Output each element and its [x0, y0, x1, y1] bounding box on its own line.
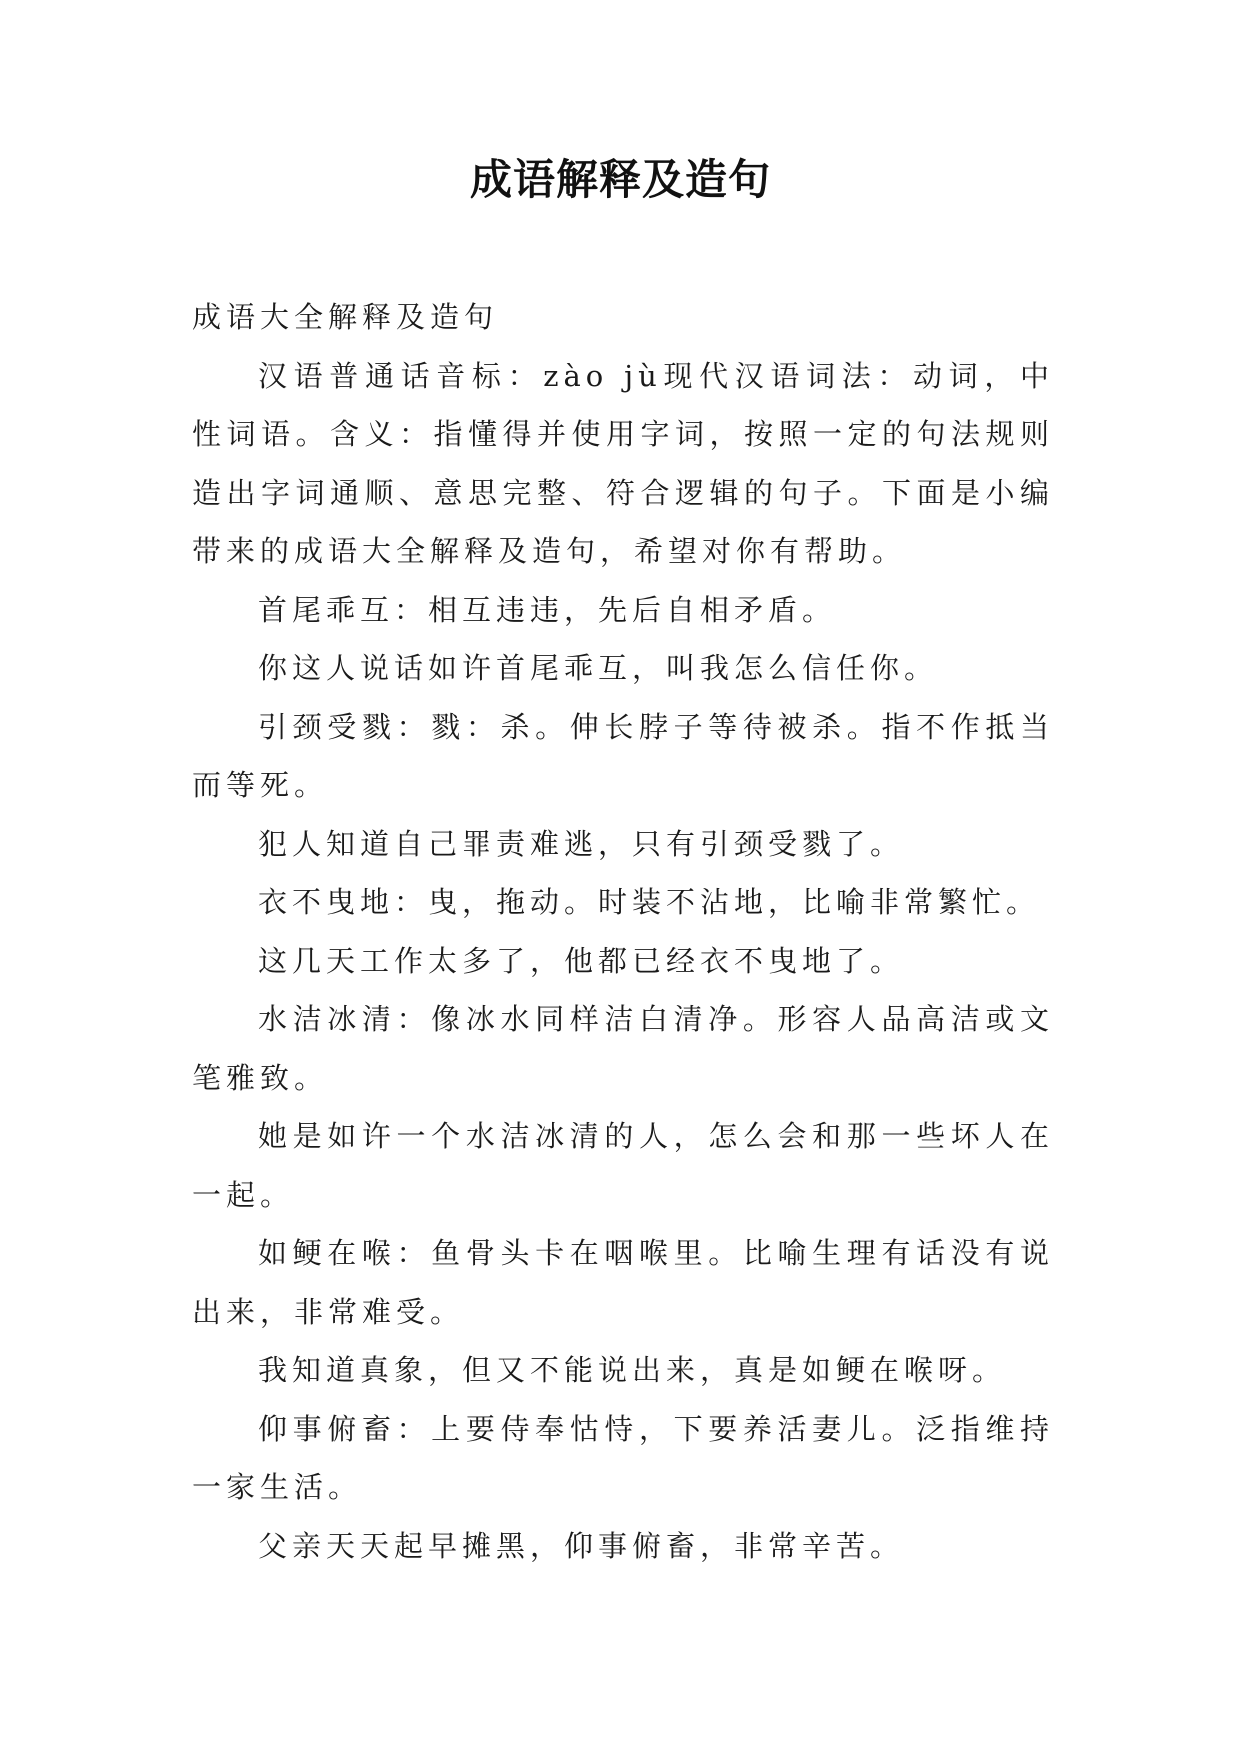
- body-paragraph: 如鲠在喉：鱼骨头卡在咽喉里。比喻生理有话没有说出来，非常难受。: [192, 1236, 1054, 1329]
- body-paragraph: 水洁冰清：像冰水同样洁白清净。形容人品高洁或文笔雅致。: [192, 1002, 1054, 1095]
- body-paragraph: 仰事俯畜：上要侍奉怙恃，下要养活妻儿。泛指维持一家生活。: [192, 1411, 1054, 1504]
- body-paragraph: 犯人知道自己罪责难逃，只有引颈受戮了。: [258, 826, 905, 861]
- body-paragraph: 她是如许一个水洁冰清的人，怎么会和那一些坏人在一起。: [192, 1119, 1054, 1212]
- body-paragraph: 我知道真象，但又不能说出来，真是如鲠在喉呀。: [258, 1353, 1007, 1387]
- body-paragraph: 首尾乖互：相互违违，先后自相矛盾。: [258, 592, 837, 627]
- body-paragraph: 这几天工作太多了，他都已经衣不曳地了。: [258, 943, 905, 978]
- body-paragraph: 父亲天天起早摊黑，仰事俯畜，非常辛苦。: [258, 1528, 905, 1563]
- body-paragraph: 衣不曳地：曳，拖动。时装不沾地，比喻非常繁忙。: [258, 885, 1041, 919]
- body-paragraph: 引颈受戮：戮：杀。伸长脖子等待被杀。指不作抵当而等死。: [192, 709, 1054, 802]
- document-subtitle: 成语大全解释及造句: [192, 300, 499, 334]
- body-paragraph: 汉语普通话音标：zào jù现代汉语词法：动词，中性词语。含义：指懂得并使用字词，按照一定的句法规则造出字词通顺、意思完整、符合逻辑的句子。下面是小编带来的成语大全解释及造句，希望对你有帮助。: [192, 358, 1054, 568]
- document-body: [192, 288, 1054, 1575]
- body-paragraph: 你这人说话如许首尾乖互，叫我怎么信任你。: [258, 651, 939, 685]
- document-title: 成语解释及造句: [469, 155, 771, 204]
